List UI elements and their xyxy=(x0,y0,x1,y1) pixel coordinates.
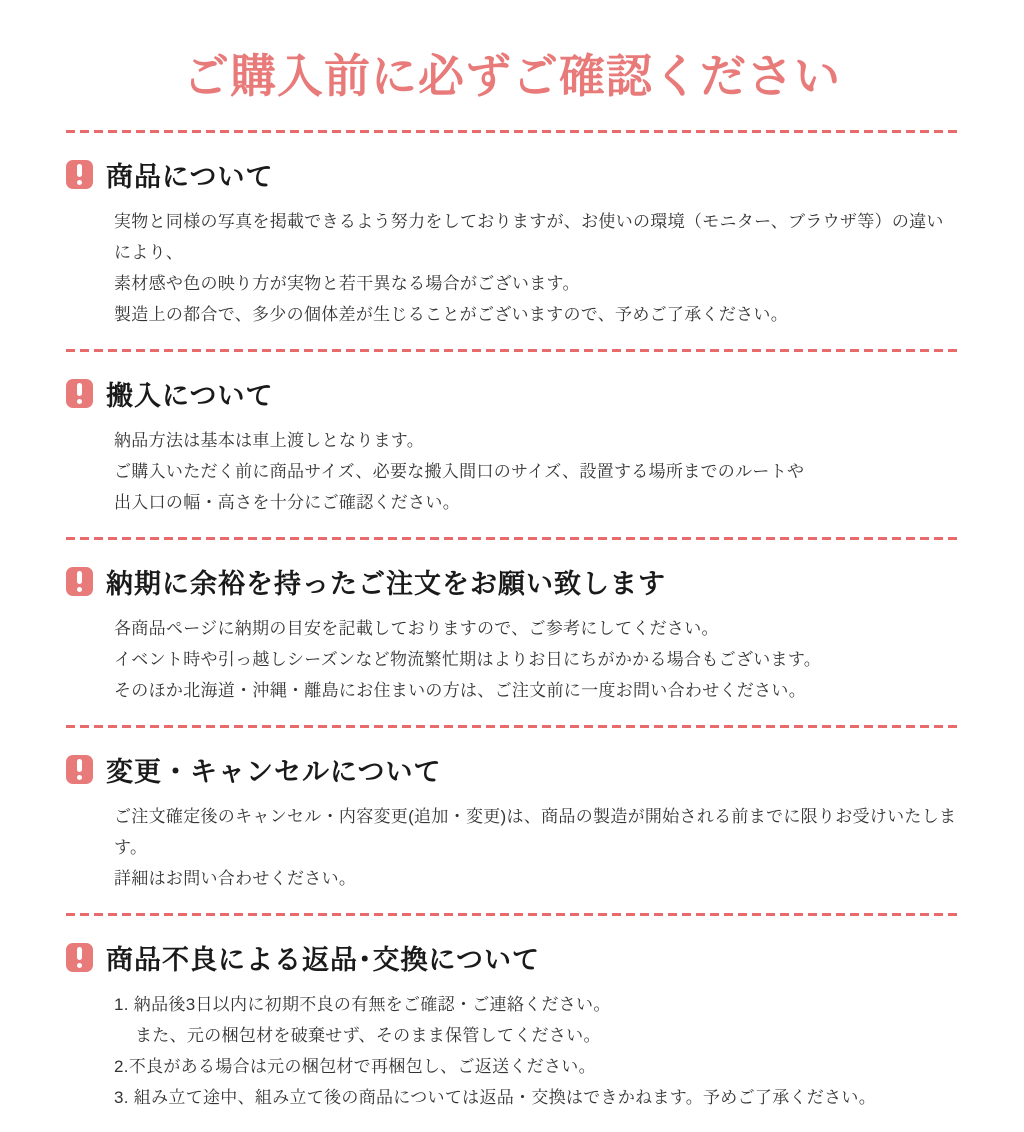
body-line: 詳細はお問い合わせください。 xyxy=(114,868,357,888)
exclamation-icon xyxy=(66,567,93,596)
body-line: 各商品ページに納期の目安を記載しておりますので、ご参考にしてください。 xyxy=(114,618,719,638)
section-title: 変更・キャンセルについて xyxy=(106,756,442,787)
body-line: 出入口の幅・高さを十分にご確認ください。 xyxy=(114,492,460,512)
exclamation-dot xyxy=(77,180,82,185)
exclamation-icon xyxy=(66,755,93,784)
exclamation-dot xyxy=(77,399,82,404)
section-title: 商品について xyxy=(106,161,274,192)
section-body xyxy=(66,801,958,894)
exclamation-bar xyxy=(77,947,82,960)
body-line: 2.不良がある場合は元の梱包材で再梱包し、ご返送ください。 xyxy=(114,1056,596,1076)
section-lead-time xyxy=(66,540,958,725)
exclamation-bar xyxy=(77,383,82,396)
exclamation-dot xyxy=(77,587,82,592)
body-line: 実物と同様の写真を掲載できるよう努力をしておりますが、お使いの環境（モニター、ブラウザ等）の違いにより、 xyxy=(114,211,944,262)
exclamation-icon xyxy=(66,160,93,189)
body-line: イベント時や引っ越しシーズンなど物流繁忙期はよりお日にちがかかる場合もございます。 xyxy=(114,649,822,669)
section-title: 商品不良による返品･交換について xyxy=(106,944,540,975)
exclamation-bar xyxy=(77,571,82,584)
exclamation-bar xyxy=(77,164,82,177)
section-header xyxy=(66,750,958,789)
section-title: 納期に余裕を持ったご注文をお願い致します xyxy=(106,568,666,599)
body-line: 製造上の都合で、多少の個体差が生じることがございますので、予めご了承ください。 xyxy=(114,304,789,324)
section-about-product xyxy=(66,133,958,349)
body-line: 素材感や色の映り方が実物と若干異なる場合がございます。 xyxy=(114,273,580,293)
body-line: 3. 組み立て途中、組み立て後の商品については返品・交換はできかねます。予めご了承ください。 xyxy=(114,1087,876,1107)
body-line: また、元の梱包材を破棄せず、そのまま保管してください。 xyxy=(135,1025,601,1045)
section-body xyxy=(66,989,958,1113)
section-delivery xyxy=(66,352,958,537)
exclamation-bar xyxy=(77,759,82,772)
body-line: 1. 納品後3日以内に初期不良の有無をご確認・ご連絡ください。 xyxy=(114,994,611,1014)
exclamation-dot xyxy=(77,775,82,780)
section-title: 搬入について xyxy=(106,380,274,411)
body-line: 納品方法は基本は車上渡しとなります。 xyxy=(114,430,425,450)
exclamation-dot xyxy=(77,963,82,968)
section-header xyxy=(66,374,958,413)
body-line: ご注文確定後のキャンセル・内容変更(追加・変更)は、商品の製造が開始される前までに限りお受けいたします。 xyxy=(114,806,957,857)
body-line: そのほか北海道・沖縄・離島にお住まいの方は、ご注文前に一度お問い合わせください。 xyxy=(114,680,806,700)
section-header xyxy=(66,938,958,977)
section-body xyxy=(66,613,958,706)
exclamation-icon xyxy=(66,943,93,972)
section-body xyxy=(66,425,958,518)
section-body xyxy=(66,206,958,330)
section-return-exchange xyxy=(66,916,958,1132)
section-header xyxy=(66,562,958,601)
body-line: ご購入いただく前に商品サイズ、必要な搬入間口のサイズ、設置する場所までのルートや xyxy=(114,461,805,481)
section-change-cancel xyxy=(66,728,958,913)
page-title: ご購入前に必ずご確認ください xyxy=(183,50,841,102)
exclamation-icon xyxy=(66,379,93,408)
section-header xyxy=(66,155,958,194)
